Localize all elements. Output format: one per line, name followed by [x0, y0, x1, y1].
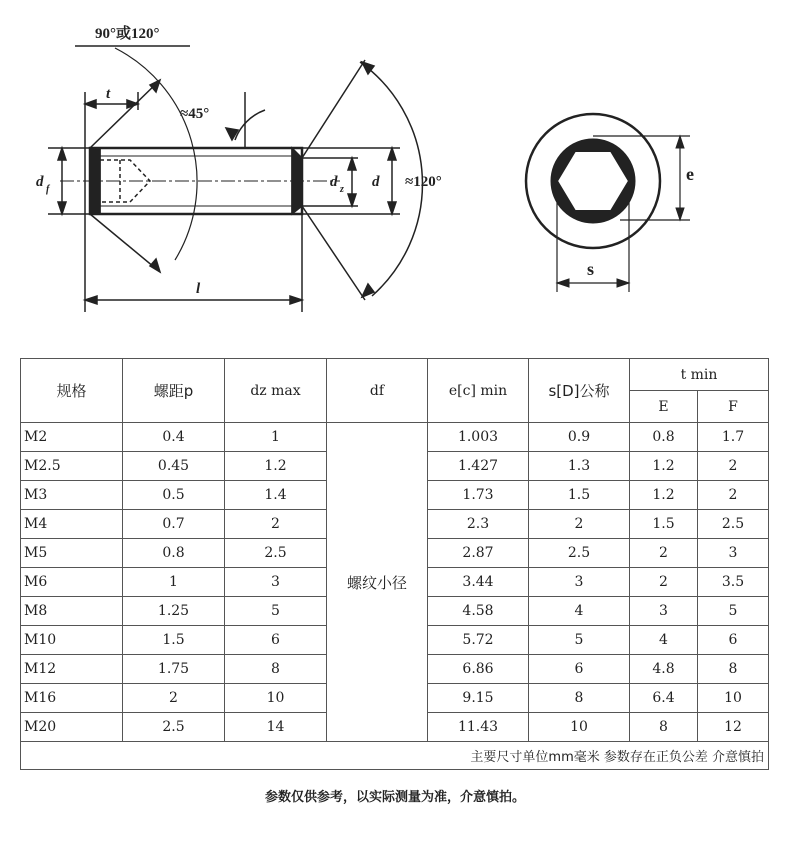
cell-pitch: 0.5	[123, 481, 225, 510]
cell-t-f: 8	[698, 655, 769, 684]
cell-e: 2.87	[428, 539, 529, 568]
cell-t-e: 8	[630, 713, 698, 742]
cell-s: 8	[529, 684, 630, 713]
cell-pitch: 0.7	[123, 510, 225, 539]
cell-dz: 2.5	[225, 539, 327, 568]
cell-df: 螺纹小径	[327, 423, 428, 742]
cell-e: 3.44	[428, 568, 529, 597]
cell-pitch: 0.8	[123, 539, 225, 568]
dim-dz-label: d	[330, 174, 338, 190]
cell-size: M2	[21, 423, 123, 452]
header-t-f: F	[698, 391, 769, 423]
header-e: e[c] min	[428, 359, 529, 423]
header-t: t min	[630, 359, 769, 391]
cell-t-e: 2	[630, 568, 698, 597]
cell-s: 2	[529, 510, 630, 539]
cell-size: M12	[21, 655, 123, 684]
table-note: 主要尺寸单位mm毫米 参数存在正负公差 介意慎拍	[21, 742, 769, 770]
header-s: s[D]公称	[529, 359, 630, 423]
angle-120-label: ≈120°	[405, 174, 442, 190]
cell-t-f: 5	[698, 597, 769, 626]
dim-t-label: t	[106, 86, 111, 102]
cell-pitch: 0.45	[123, 452, 225, 481]
cell-e: 4.58	[428, 597, 529, 626]
cell-t-e: 6.4	[630, 684, 698, 713]
cell-s: 2.5	[529, 539, 630, 568]
cell-size: M5	[21, 539, 123, 568]
cell-dz: 5	[225, 597, 327, 626]
dim-s-label: s	[587, 259, 595, 279]
dim-dz-sub-label: z	[340, 184, 344, 195]
cell-size: M20	[21, 713, 123, 742]
footer-disclaimer: 参数仅供参考，以实际测量为准，介意慎拍。	[264, 790, 525, 805]
cell-pitch: 2	[123, 684, 225, 713]
cell-size: M10	[21, 626, 123, 655]
cell-t-e: 1.2	[630, 452, 698, 481]
cell-t-f: 6	[698, 626, 769, 655]
cell-t-f: 12	[698, 713, 769, 742]
dim-df-sub-label: f	[46, 184, 50, 195]
dim-e-label: e	[686, 164, 694, 184]
cell-pitch: 2.5	[123, 713, 225, 742]
cell-s: 4	[529, 597, 630, 626]
cell-s: 3	[529, 568, 630, 597]
cell-t-e: 3	[630, 597, 698, 626]
cell-t-f: 2.5	[698, 510, 769, 539]
cell-dz: 1.4	[225, 481, 327, 510]
cell-t-e: 4.8	[630, 655, 698, 684]
cell-pitch: 1.25	[123, 597, 225, 626]
cell-dz: 3	[225, 568, 327, 597]
cell-size: M2.5	[21, 452, 123, 481]
cell-e: 1.427	[428, 452, 529, 481]
cell-e: 9.15	[428, 684, 529, 713]
cell-t-f: 2	[698, 452, 769, 481]
cell-dz: 10	[225, 684, 327, 713]
header-dz: dz max	[225, 359, 327, 423]
cell-dz: 14	[225, 713, 327, 742]
cell-t-e: 1.2	[630, 481, 698, 510]
cell-size: M16	[21, 684, 123, 713]
cell-t-f: 10	[698, 684, 769, 713]
cell-s: 0.9	[529, 423, 630, 452]
cell-dz: 8	[225, 655, 327, 684]
cell-dz: 1	[225, 423, 327, 452]
technical-drawing	[0, 0, 790, 340]
spec-table	[20, 358, 769, 770]
cell-t-e: 2	[630, 539, 698, 568]
cell-pitch: 1	[123, 568, 225, 597]
header-pitch: 螺距p	[123, 359, 225, 423]
cell-s: 1.5	[529, 481, 630, 510]
cell-e: 1.73	[428, 481, 529, 510]
cell-dz: 6	[225, 626, 327, 655]
cell-pitch: 0.4	[123, 423, 225, 452]
dim-l-label: l	[196, 281, 201, 297]
cell-size: M6	[21, 568, 123, 597]
cell-s: 10	[529, 713, 630, 742]
cell-t-f: 2	[698, 481, 769, 510]
cell-s: 1.3	[529, 452, 630, 481]
cell-e: 6.86	[428, 655, 529, 684]
cell-t-e: 1.5	[630, 510, 698, 539]
cell-s: 5	[529, 626, 630, 655]
cell-size: M4	[21, 510, 123, 539]
angle-45-label: ≈45°	[180, 106, 210, 122]
dim-d-label: d	[372, 174, 380, 190]
header-t-e: E	[630, 391, 698, 423]
cell-t-e: 0.8	[630, 423, 698, 452]
cell-dz: 2	[225, 510, 327, 539]
cell-pitch: 1.75	[123, 655, 225, 684]
cell-t-f: 1.7	[698, 423, 769, 452]
cell-t-f: 3	[698, 539, 769, 568]
cell-size: M3	[21, 481, 123, 510]
cell-size: M8	[21, 597, 123, 626]
cell-e: 1.003	[428, 423, 529, 452]
cell-t-f: 3.5	[698, 568, 769, 597]
cell-s: 6	[529, 655, 630, 684]
header-df: df	[327, 359, 428, 423]
angle-top-label: 90°或120°	[95, 26, 160, 42]
cell-pitch: 1.5	[123, 626, 225, 655]
dim-df-label: d	[36, 174, 44, 190]
header-spec: 规格	[21, 359, 123, 423]
table-row	[21, 423, 769, 452]
cell-e: 2.3	[428, 510, 529, 539]
cell-t-e: 4	[630, 626, 698, 655]
cell-e: 11.43	[428, 713, 529, 742]
cell-dz: 1.2	[225, 452, 327, 481]
cell-e: 5.72	[428, 626, 529, 655]
